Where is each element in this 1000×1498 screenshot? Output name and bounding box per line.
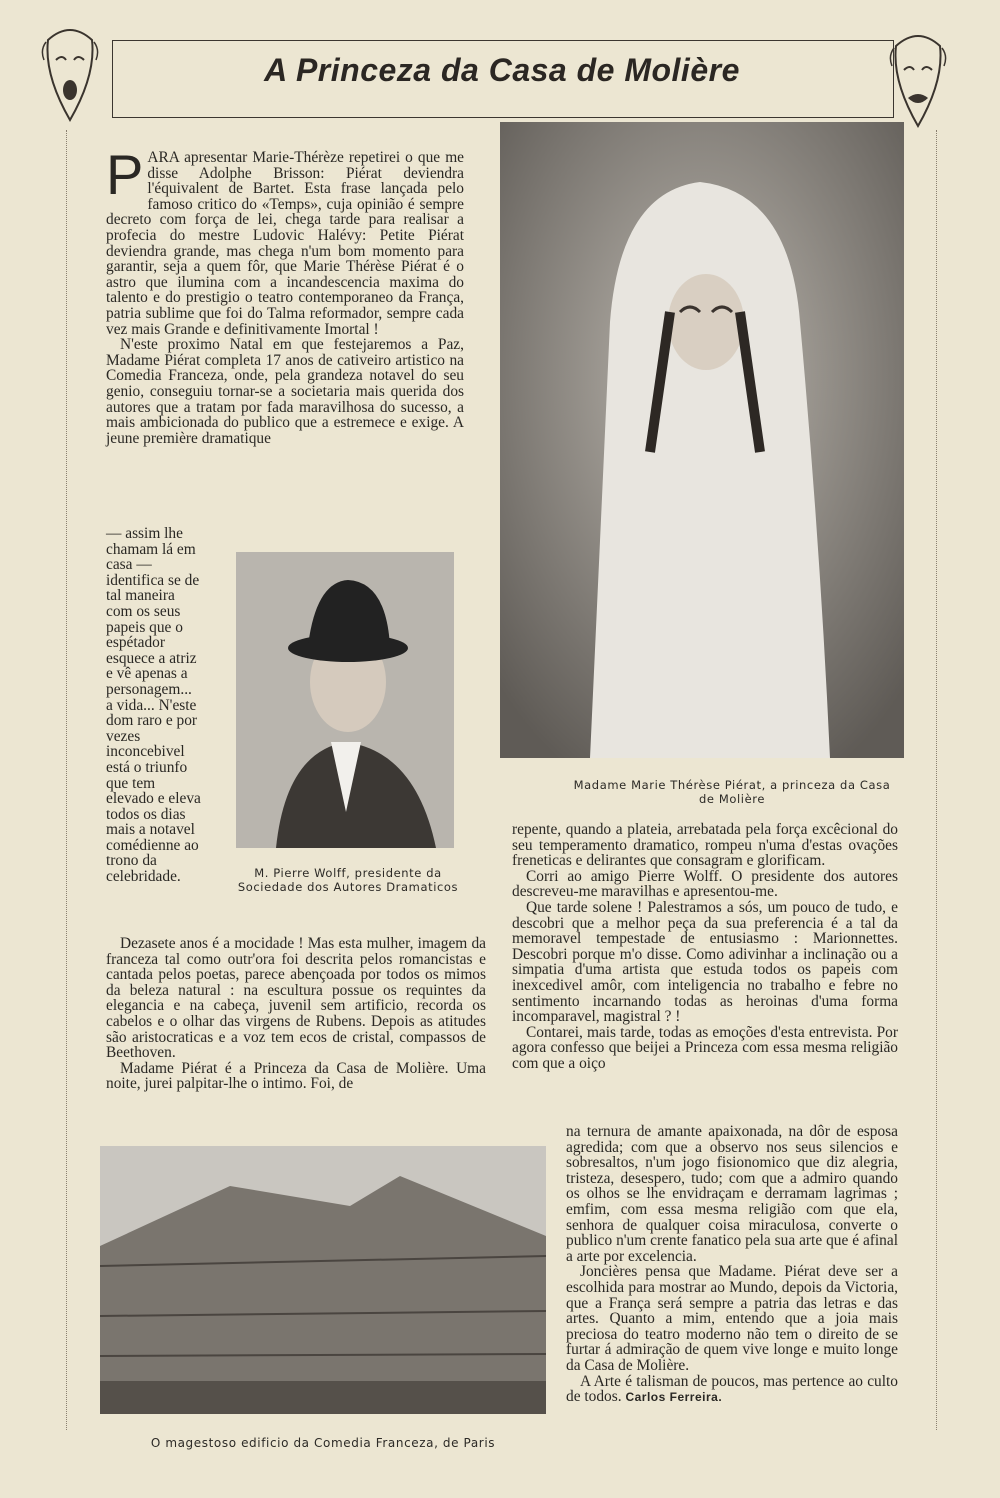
drop-cap: P xyxy=(106,143,144,206)
page-title: A Princeza da Casa de Molière xyxy=(264,52,740,88)
column-1-narrow xyxy=(106,526,202,885)
paragraph-solene: Que tarde solene ! Palestramos a sós, um pouco de tudo, e descobri que a melhor peça da sua preferencia é a tal da memoravel tempestade de entusiasmo : Marionnettes. Descobri porque m'o disse. Como adivinhar a inclinação ou a simpatia d'uma artista que estuda todos os papeis com inexcedivel amôr, com inteligencia no trabalho e febre no sentimento incarnando todas as heroinas d'uma forma incomparavel, magistral ? ! xyxy=(512,898,898,1026)
paragraph-ternura: na ternura de amante apaixonada, na dôr de esposa agredida; com que a observo nos seus silencios e sobresaltos, n'um jogo fisionomico que diz alegria, tristeza, desespero, tudo; com que a admiro quando os olhos se lhe envidraçam e derramam lagrimas ; emfim, com essa mesma religião com que ela, senhora de qualquer coisa miraculosa, converte o publico n'um crente fanatico pela sua arte que é afinal a arte por excelencia. xyxy=(566,1123,898,1265)
photo-comedie-francaise-building xyxy=(100,1146,546,1414)
paragraph-1: ARA apresentar Marie-Thérèze repetirei o que me disse Adolphe Brisson: Piérat deviendra l'équivalent de Bartet. Esta frase lançada pelo famoso critico do «Temps», cuja opinião é sempre decreto com força de lei, chega tarde para realisar a profecia do mestre Ludovic Halévy: Petite Piérat deviendra grande, mas chega n'um bom momento para garantir, seja a quem fôr, que Marie Thérèse Piérat é o astro que ilumina com a incandescencia maxima do talento e do prestigio o teatro contemporaneo da França, patria sublime que foi do Talma reformador, sempre cada vez mais Grande e definitivamente Imortal ! xyxy=(106,149,464,338)
paragraph-2: N'este proximo Natal em que festejaremos a Paz, Madame Piérat completa 17 anos de cativeiro artistico na Comedia Franceza, onde, pela grandeza notavel do seu genio, conseguiu tornar-se a societaria mais querida dos autores que a tratam por fada maravilhosa do sucesso, a mais ambicionada do publico que a estremece e exige. A jeune première dramatique xyxy=(106,336,464,447)
theatre-mask-right-icon xyxy=(888,26,948,136)
caption-wolff: M. Pierre Wolff, presidente da Sociedade dos Autores Dramaticos xyxy=(237,866,459,894)
photo-pierre-wolff xyxy=(236,552,454,848)
column-2 xyxy=(512,822,898,1072)
paragraph-joncieres: Joncières pensa que Madame. Piérat deve ser a escolhida para mostrar ao Mundo, depois da Victoria, que a França será sempre a patria das letras e das artes. Quanto a mim, entendo que a joia mais preciosa do teatro moderno não tem o direito de se furtar á admiração de quem vive longe e muito longe da Casa de Molière. xyxy=(566,1263,898,1374)
caption-building: O magestoso edificio da Comedia Franceza, de Paris xyxy=(150,1436,496,1450)
paragraph-arte: A Arte é talisman de poucos, mas pertence ao culto de todos. Carlos Ferreira. xyxy=(566,1372,898,1406)
theatre-mask-left-icon xyxy=(40,20,100,130)
column-2-narrow xyxy=(566,1124,898,1406)
paragraph-dezasete: Dezasete anos é a mocidade ! Mas esta mulher, imagem da franceza tal como outr'ora foi descrita pelos romancistas e cantada pelos poetas, parece abençoada por todos os mimos da beleza natural : na escultura possue os requintes da elegancia e na cabeça, juvenil sem artificio, recorda os cabelos e o olhar das virgens de Rubens. Depois as atitudes são aristocraticas e a voz tem ecos de cristal, compassos de Beethoven. xyxy=(106,935,486,1062)
paragraph-repente: repente, quando a plateia, arrebatada pela força excêcional do seu temperamento dramatico, rompeu n'uma d'estas ovações freneticas e delirantes que consagram e glorificam. xyxy=(512,821,898,870)
caption-pierat: Madame Marie Thérèse Piérat, a princeza da Casa de Molière xyxy=(573,778,891,806)
paragraph-contarei: Contarei, mais tarde, todas as emoções d'esta entrevista. Por agora confesso que beijei a Princeza com essa mesma religião com que a oiço xyxy=(512,1023,898,1072)
column-1-end xyxy=(106,936,486,1092)
signature: Carlos Ferreira. xyxy=(625,1390,723,1405)
right-border-line xyxy=(936,130,938,1430)
photo-marie-therese-pierat xyxy=(500,122,904,758)
left-border-line xyxy=(66,130,68,1430)
narrow-paragraph: — assim lhe chamam lá em casa — identifica se de tal maneira com os seus papeis que o espétador esquece a atriz e vê apenas a personagem... a vida... N'este dom raro e por vezes inconcebivel está o triunfo que tem elevado e eleva todos os dias mais a notavel comédienne ao trono da celebridade. xyxy=(106,525,201,886)
paragraph-corri: Corri ao amigo Pierre Wolff. O presidente dos autores descreveu-me maravilhas e apresentou-me. xyxy=(512,867,898,901)
paragraph-princeza: Madame Piérat é a Princeza da Casa de Molière. Uma noite, jurei palpitar-lhe o intimo. Foi, de xyxy=(106,1059,486,1093)
column-1-intro xyxy=(106,143,464,447)
